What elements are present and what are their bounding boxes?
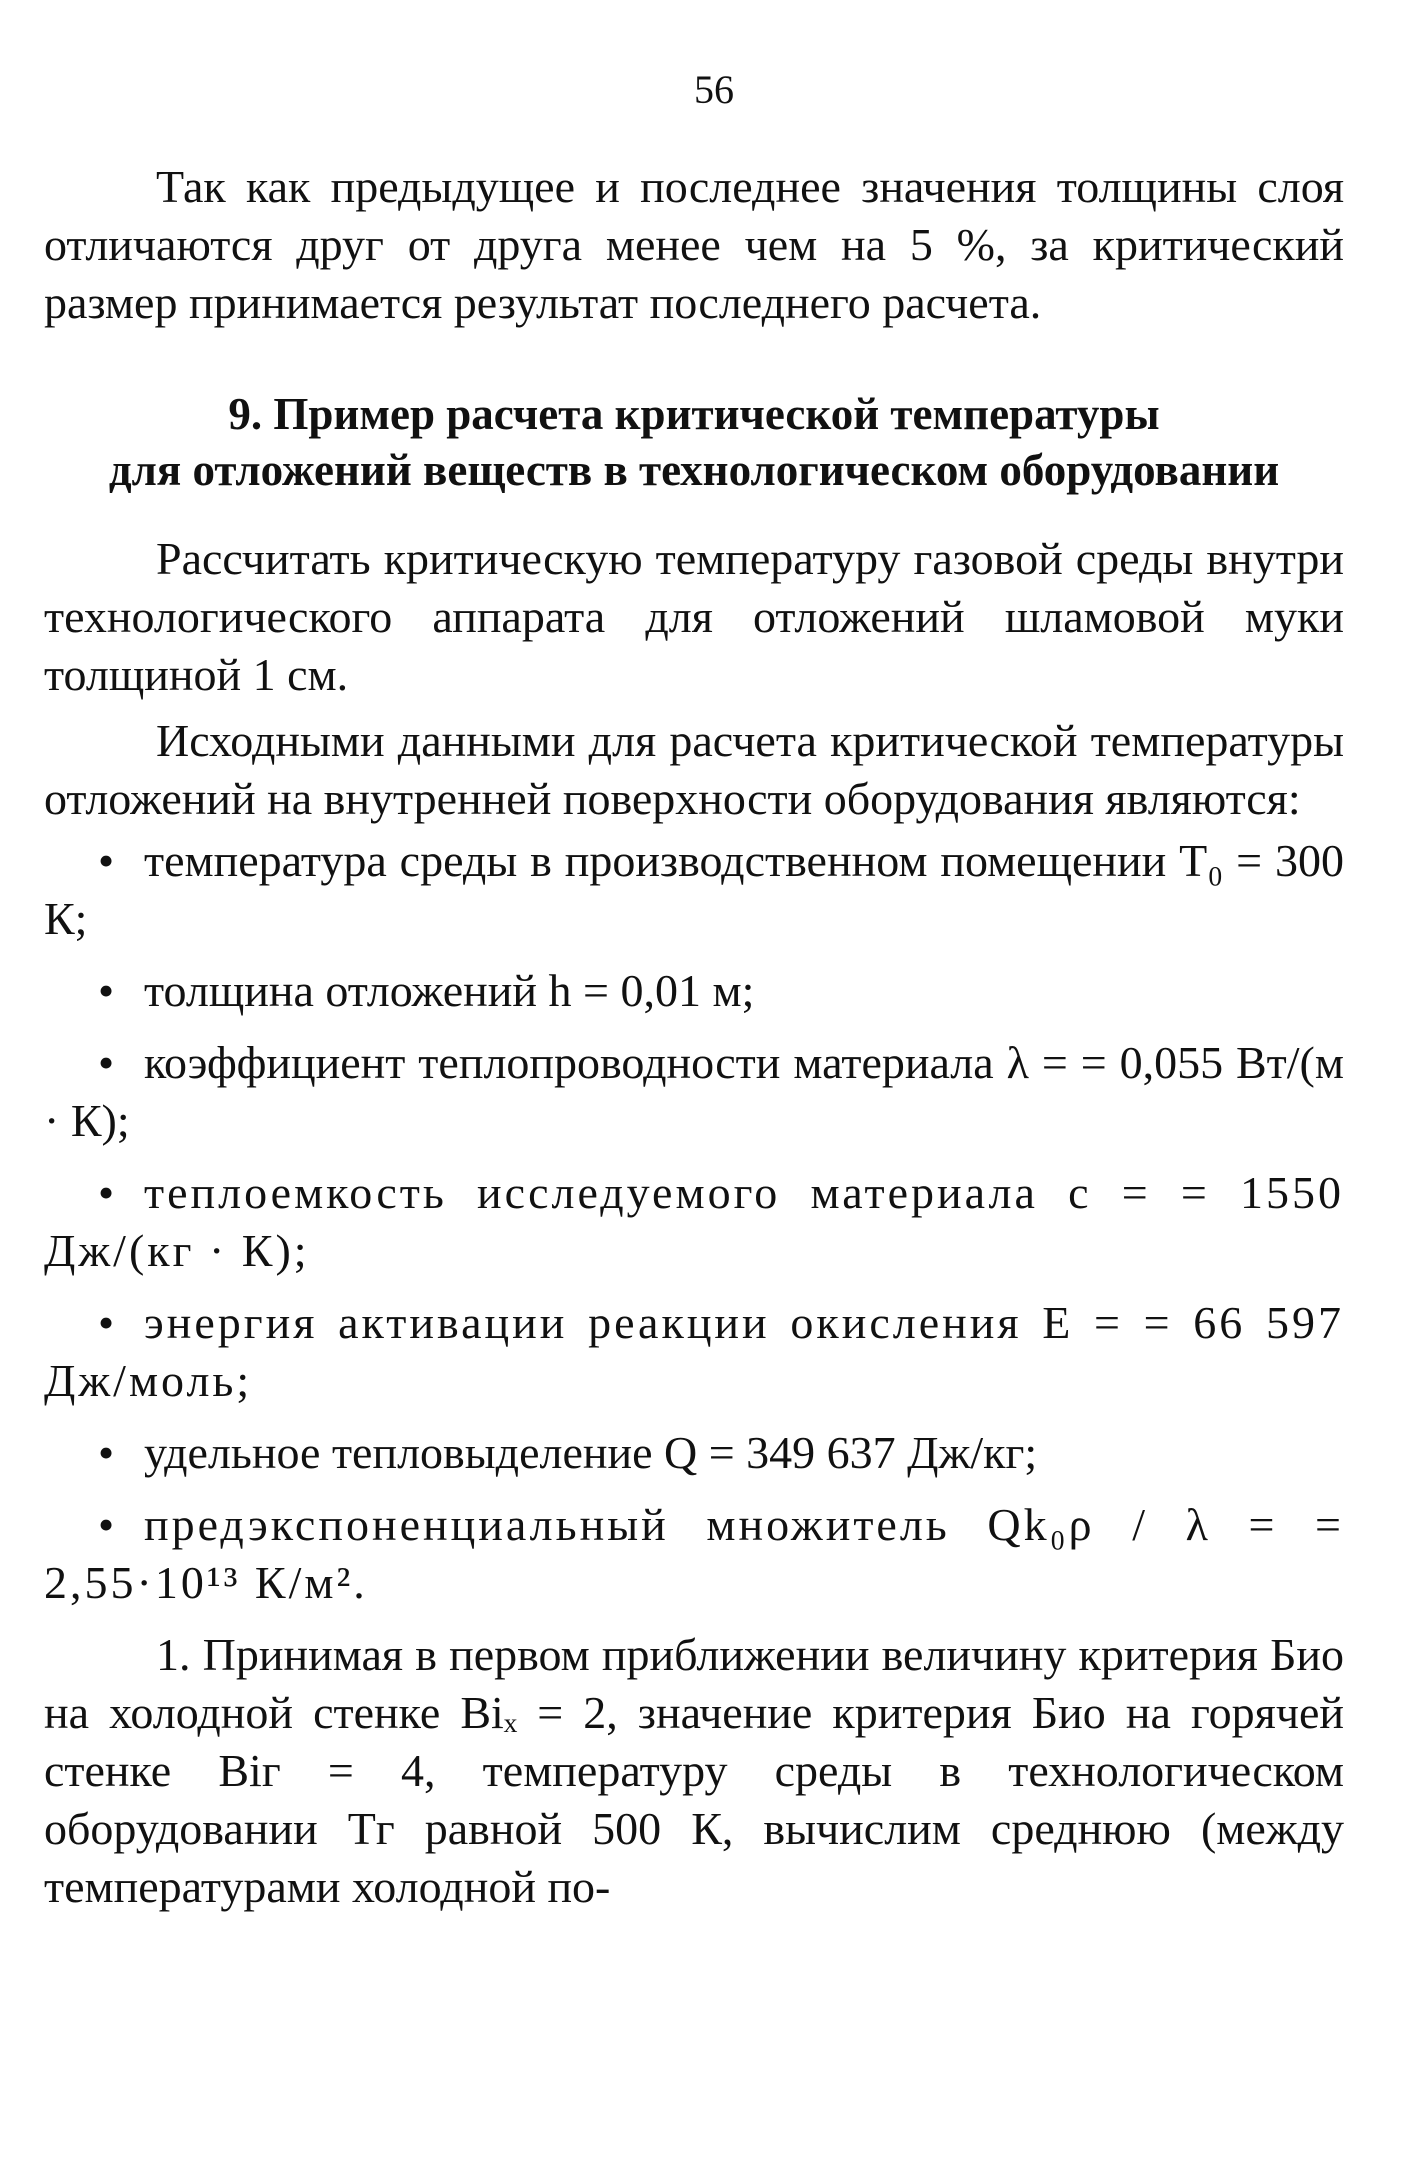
bullet-icon: • <box>98 1427 115 1478</box>
bullet-icon: • <box>98 965 115 1016</box>
section-heading-line2: для отложений веществ в технологическом оборудовании <box>108 445 1280 495</box>
parameter-item <box>44 1164 1344 1280</box>
task-paragraph: Рассчитать критическую температуру газовой среды внутри технологического аппарата для отложений шламовой муки толщиной 1 см. <box>44 533 1344 700</box>
page-number: 56 <box>694 67 734 112</box>
section-heading-line1: 9. Пример расчета критической температуры <box>228 389 1160 439</box>
parameter-text: удельное тепловыделение Q = 349 637 Дж/кг; <box>144 1427 1038 1478</box>
document-page <box>44 60 1344 1916</box>
parameter-item <box>44 1034 1344 1150</box>
data-intro-paragraph: Исходными данными для расчета критической температуры отложений на внутренней поверхности оборудования являются: <box>44 715 1344 824</box>
parameter-item <box>44 1294 1344 1410</box>
bullet-icon: • <box>98 1167 118 1218</box>
bullet-icon: • <box>98 835 115 886</box>
parameter-text: коэффициент теплопроводности материала λ = = 0,055 Вт/(м · К); <box>44 1037 1344 1146</box>
parameter-text: предэкспоненциальный множитель Qk₀ρ / λ = = 2,55·10¹³ К/м². <box>44 1499 1344 1608</box>
section-heading <box>44 386 1344 498</box>
intro-paragraph: Так как предыдущее и последнее значения толщины слоя отличаются друг от друга менее чем на 5 %, за критический размер принимается результат последнего расчета. <box>44 161 1344 328</box>
bullet-icon: • <box>98 1297 118 1348</box>
parameter-item <box>44 1496 1344 1612</box>
bullet-icon: • <box>98 1037 115 1088</box>
parameter-text: толщина отложений h = 0,01 м; <box>144 965 755 1016</box>
parameter-item <box>44 1424 1344 1482</box>
parameters-list <box>44 832 1344 1612</box>
bullet-icon: • <box>98 1499 118 1550</box>
parameter-text: энергия активации реакции окисления E = = 66 597 Дж/моль; <box>44 1297 1344 1406</box>
parameter-text: теплоемкость исследуемого материала c = = 1550 Дж/(кг · К); <box>44 1167 1344 1276</box>
step1-paragraph: 1. Принимая в первом приближении величину критерия Био на холодной стенке Biₓ = 2, значение критерия Био на горячей стенке Biг = 4, температуру среды в технологическом оборудовании Tг равной 500 К, вычислим среднюю (между температурами холодной по- <box>44 1629 1344 1912</box>
parameter-item <box>44 962 1344 1020</box>
parameter-text: температура среды в производственном помещении T₀ = 300 К; <box>44 835 1344 944</box>
parameter-item <box>44 832 1344 948</box>
